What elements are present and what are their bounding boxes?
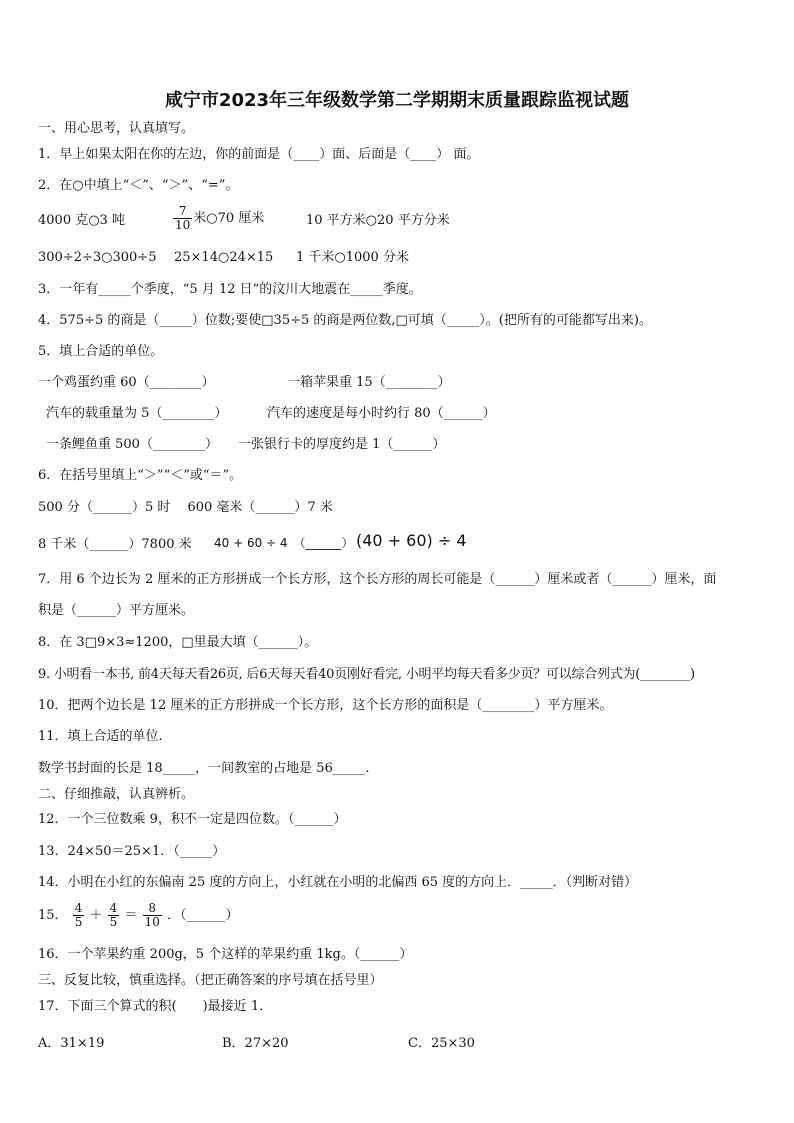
fraction: $\frac{7}{10}$ <box>175 204 191 232</box>
question-6-row-1: 500 分（______）5 时 600 毫米（______）7 米 <box>38 500 333 515</box>
question-12: 12．一个三位数乘 9，积不一定是四位数。（______） <box>38 812 347 827</box>
question-5-item-a: 一个鸡蛋约重 60（________） <box>38 375 215 390</box>
question-5-item-b: 一箱苹果重 15（________） <box>287 375 451 390</box>
page-title: 咸宁市2023年三年级数学第二学期期末质量跟踪监视试题 <box>164 90 630 111</box>
question-6-item-d: 40 + 60 ÷ 4 （______） <box>214 536 354 550</box>
question-11-content: 数学书封面的长是 18_____，一间教室的占地是 56_____. <box>38 761 370 776</box>
fraction: $\frac{4}{5}$ <box>74 901 83 929</box>
question-10: 10．把两个边长是 12 厘米的正方形拼成一个长方形，这个长方形的面积是（________）平方厘米。 <box>38 698 613 713</box>
question-7-line-2: 积是（______）平方厘米。 <box>38 603 195 618</box>
question-6-item-c: 8 千米（______）7800 米 <box>38 537 192 552</box>
question-1: 1．早上如果太阳在你的左边，你的前面是（____）面、后面是（____） 面。 <box>38 147 480 162</box>
question-7-line-1: 7．用 6 个边长为 2 厘米的正方形拼成一个长方形，这个长方形的周长可能是（______）厘米或者（______）厘米，面 <box>38 572 717 587</box>
question-2-item-c: 10 平方米○20 平方分米 <box>306 213 450 228</box>
question-5: 5．填上合适的单位。 <box>38 344 164 359</box>
section-3-heading: 三、反复比较，慎重选择。（把正确答案的序号填在括号里） <box>38 973 383 988</box>
question-17-option-a: A．31×19 <box>38 1036 105 1051</box>
question-5-item-e: 一条鲤鱼重 500（________） <box>46 437 218 452</box>
question-2-item-e: 25×14○24×15 <box>174 250 274 265</box>
question-2-item-d: 300÷2÷3○300÷5 <box>38 250 157 265</box>
question-5-item-d: 汽车的速度是每小时约行 80（______） <box>267 406 496 421</box>
question-8: 8．在 3□9×3≈1200，□里最大填（______）。 <box>38 635 318 650</box>
question-17: 17．下面三个算式的积( )最接近 1． <box>38 999 273 1014</box>
question-3: 3．一年有_____个季度，“5 月 12 日”的汶川大地震在_____季度。 <box>38 282 422 297</box>
question-17-option-b: B．27×20 <box>222 1036 289 1051</box>
fraction: $\frac{4}{5}$ <box>109 901 118 929</box>
question-15: 15． $\frac{4}{5}$ ＋ $\frac{4}{5}$ ＝ $\frac{8}{10}$ ．（______） <box>38 901 239 929</box>
question-5-item-c: 汽车的载重量为 5（________） <box>46 406 228 421</box>
question-13: 13．24×50＝25×1．（_____） <box>38 844 226 859</box>
question-4: 4．575÷5 的商是（_____）位数;要使□35÷5 的商是两位数,□可填（_____）。(把所有的可能都写出来)。 <box>38 313 652 328</box>
fraction: $\frac{8}{10}$ <box>144 901 160 929</box>
question-2-item-b: $\frac{7}{10}$ 米○70 厘米 <box>175 204 265 232</box>
question-5-item-f: 一张银行卡的厚度约是 1（______） <box>238 437 446 452</box>
question-11: 11．填上合适的单位. <box>38 729 163 744</box>
section-2-heading: 二、仔细推敲，认真辨析。 <box>38 787 195 802</box>
question-9: 9. 小明看一本书, 前4天每天看26页, 后6天每天看40页刚好看完, 小明平均每天看多少页？可以综合列式为(________) <box>38 667 695 682</box>
question-14: 14．小明在小红的东偏南 25 度的方向上，小红就在小明的北偏西 65 度的方向上．_____．（判断对错） <box>38 875 638 890</box>
question-2: 2．在○中填上“＜”、“＞”、“=”。 <box>38 178 239 193</box>
question-6: 6．在括号里填上“＞”“＜”或“＝”。 <box>38 468 243 483</box>
question-16: 16．一个苹果约重 200g，5 个这样的苹果约重 1kg。（______） <box>38 947 413 962</box>
question-2-item-f: 1 千米○1000 分米 <box>296 250 409 265</box>
question-2-item-a: 4000 克○3 吨 <box>38 213 125 228</box>
question-6-item-e: (40 + 60) ÷ 4 <box>356 531 467 550</box>
section-1-heading: 一、用心思考，认真填写。 <box>38 121 195 136</box>
question-17-option-c: C．25×30 <box>408 1036 475 1051</box>
